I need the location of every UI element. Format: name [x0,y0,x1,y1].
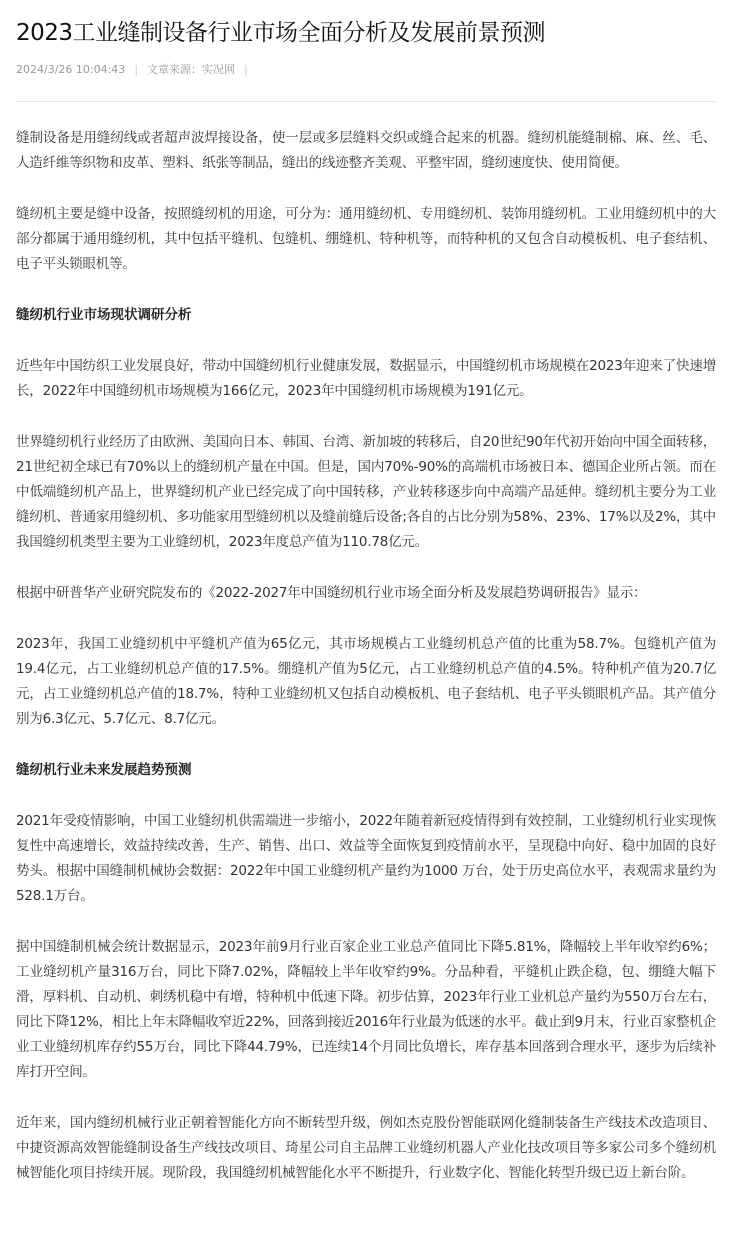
paragraph: 缝纫机主要是缝中设备，按照缝纫机的用途，可分为：通用缝纫机、专用缝纫机、装饰用缝纫机。工业用缝纫机中的大部分都属于通用缝纫机，其中包括平缝机、包缝机、绷缝机、特种机等，而特种机的又包含自动模板机、电子套结机、电子平头锁眼机等。 [16,206,716,272]
section-heading: 缝纫机行业市场现状调研分析 [16,307,192,323]
publish-date: 2024/3/26 10:04:43 [16,63,126,76]
paragraph: 世界缝纫机行业经历了由欧洲、美国向日本、韩国、台湾、新加坡的转移后，自20世纪90年代初开始向中国全面转移，21世纪初全球已有70%以上的缝纫机产量在中国。但是，国内70%-90%的高端机市场被日本、德国企业所占领。而在中低端缝纫机产品上，世界缝纫机产业已经完成了向中国转移，产业转移逐步向中高端产品延伸。缝纫机主要分为工业缝纫机、普通家用缝纫机、多功能家用型缝纫机以及缝前缝后设备;各自的占比分别为58%、23%、17%以及2%，其中我国缝纫机类型主要为工业缝纫机，2023年度总产值为110.78亿元。 [16,434,716,550]
section-heading: 缝纫机行业未来发展趋势预测 [16,762,192,778]
meta-separator: | [244,63,248,76]
paragraph: 近年来，国内缝纫机械行业正朝着智能化方向不断转型升级，例如杰克股份智能联网化缝制装备生产线技术改造项目、中捷资源高效智能缝制设备生产线技改项目、琦星公司自主品牌工业缝纫机器人产业化技改项目等多家公司多个缝纫机械智能化项目持续开展。现阶段，我国缝纫机械智能化水平不断提升，行业数字化、智能化转型升级已迈上新台阶。 [16,1115,716,1181]
article-meta [16,62,716,78]
article-title: 2023工业缝制设备行业市场全面分析及发展前景预测 [16,20,546,46]
paragraph: 据中国缝制机械会统计数据显示，2023年前9月行业百家企业工业总产值同比下降5.81%，降幅较上半年收窄约6%；工业缝纫机产量316万台，同比下降7.02%，降幅较上半年收窄约9%。分品种看，平缝机止跌企稳，包、绷缝大幅下滑，厚料机、自动机、刺绣机稳中有增，特种机中低速下降。初步估算，2023年行业工业机总产量约为550万台左右，同比下降12%，相比上年末降幅收窄近22%，回落到接近2016年行业最为低迷的水平。截止到9月末，行业百家整机企业工业缝纫机库存约55万台，同比下降44.79%，已连续14个月同比负增长，库存基本回落到合理水平，逐步为后续补库打开空间。 [16,939,716,1080]
paragraph: 近些年中国纺织工业发展良好，带动中国缝纫机行业健康发展，数据显示，中国缝纫机市场规模在2023年迎来了快速增长，2022年中国缝纫机市场规模为166亿元，2023年中国缝纫机市场规模为191亿元。 [16,358,716,399]
meta-separator: | [134,63,139,76]
paragraph: 2021年受疫情影响，中国工业缝纫机供需端进一步缩小，2022年随着新冠疫情得到有效控制，工业缝纫机行业实现恢复性中高速增长，效益持续改善，生产、销售、出口、效益等全面恢复到疫情前水平，呈现稳中向好、稳中加固的良好势头。根据中国缝制机械协会数据：2022年中国工业缝纫机产量约为1000 万台，处于历史高位水平，表观需求量约为528.1万台。 [16,813,716,904]
article-source: 文章来源：实况网 [147,63,236,76]
paragraph: 缝制设备是用缝纫线或者超声波焊接设备，使一层或多层缝料交织或缝合起来的机器。缝纫机能缝制棉、麻、丝、毛、人造纤维等织物和皮革、塑料、纸张等制品，缝出的线迹整齐美观、平整牢固，缝纫速度快、使用简便。 [16,130,716,171]
article-body [16,102,716,1186]
paragraph: 根据中研普华产业研究院发布的《2022-2027年中国缝纫机行业市场全面分析及发展趋势调研报告》显示： [16,585,647,601]
paragraph: 2023年，我国工业缝纫机中平缝机产值为65亿元，其市场规模占工业缝纫机总产值的比重为58.7%。包缝机产值为19.4亿元，占工业缝纫机总产值的17.5%。绷缝机产值为5亿元，占工业缝纫机总产值的4.5%。特种机产值为20.7亿元，占工业缝纫机总产值的18.7%，特种工业缝纫机又包括自动模板机、电子套结机、电子平头锁眼机产品。其产值分别为6.3亿元、5.7亿元、8.7亿元。 [16,636,716,727]
